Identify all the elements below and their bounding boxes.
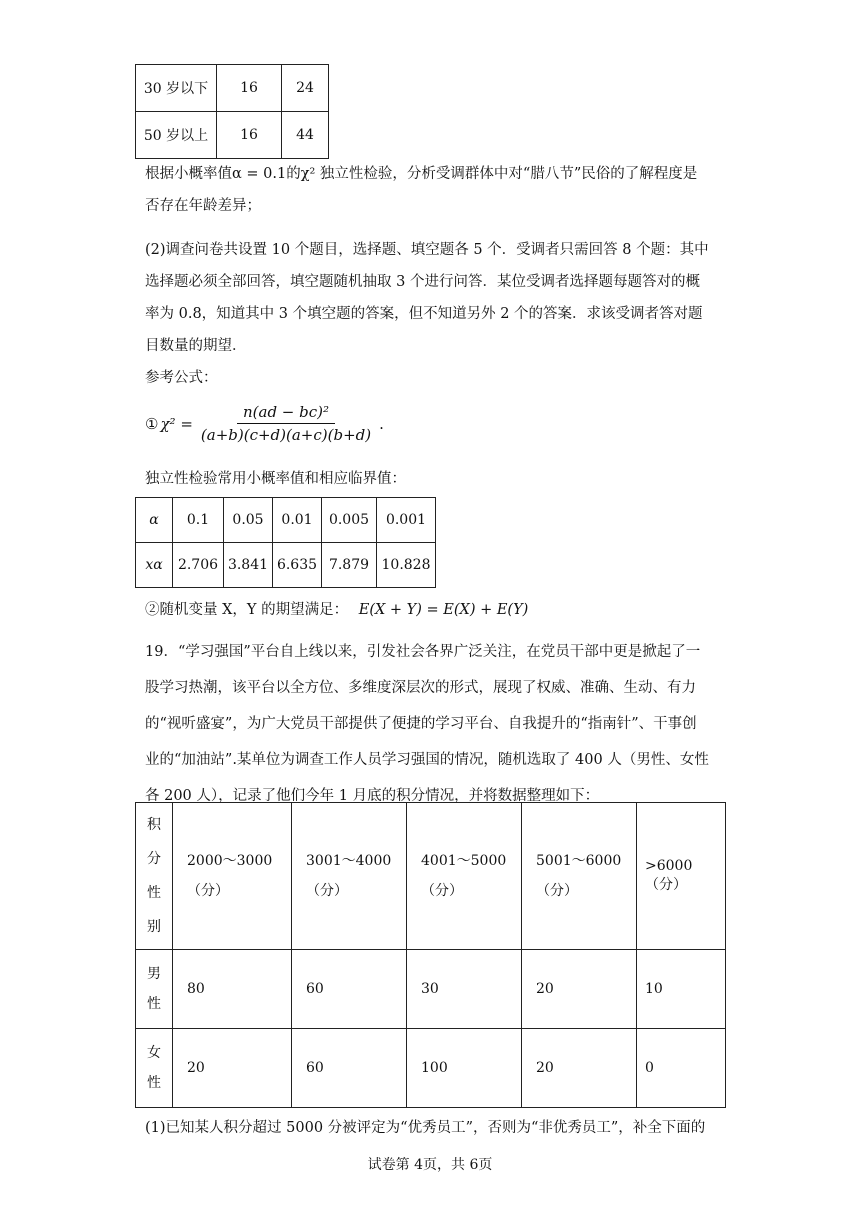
table-row <box>136 803 726 950</box>
header-unit: （分） <box>536 883 578 899</box>
table-cell: 20 <box>522 950 637 1029</box>
label-char: 性 <box>147 996 161 1012</box>
header-unit: （分） <box>421 883 463 899</box>
header-range: 2000～3000 <box>187 853 273 869</box>
text-line: 率为 0.8，知道其中 3 个填空题的答案，但不知道另外 2 个的答案．求该受调者答对题 <box>145 306 703 322</box>
corner-char: 性 <box>147 885 161 901</box>
header-range: 3001～4000 <box>306 853 392 869</box>
table-row <box>136 498 436 543</box>
expectation-line <box>145 594 528 626</box>
header-range: 4001～5000 <box>421 853 507 869</box>
score-table <box>135 802 726 1108</box>
header-unit: （分） <box>187 883 229 899</box>
table-cell: 100 <box>407 1029 522 1108</box>
page-footer: 试卷第 4页，共 6页 <box>367 1157 493 1173</box>
table-cell: 0.05 <box>224 498 273 543</box>
reference-title <box>145 362 730 394</box>
table-cell: 20 <box>173 1029 292 1108</box>
x-alpha-label: xα <box>136 543 173 588</box>
table-cell: 0 <box>637 1029 726 1108</box>
age-table <box>135 64 329 159</box>
table-cell: 16 <box>217 112 282 159</box>
age-label: 50 岁以上 <box>136 112 217 159</box>
corner-char: 积 <box>147 817 161 833</box>
table-row <box>136 65 329 112</box>
text-line: 股学习热潮，该平台以全方位、多维度深层次的形式，展现了权威、准确、生动、有力 <box>145 680 696 696</box>
expectation-text: ②随机变量 X，Y 的期望满足： <box>145 602 349 618</box>
table-row <box>136 950 726 1029</box>
chi-square-formula <box>145 403 384 444</box>
table-cell: 2.706 <box>173 543 224 588</box>
gender-label <box>136 950 173 1029</box>
expectation-formula: E(X + Y) = E(X) + E(Y) <box>358 602 529 618</box>
critical-values-table <box>135 497 436 588</box>
table-cell: 10 <box>637 950 726 1029</box>
formula-fraction <box>197 403 375 444</box>
table-row <box>136 112 329 159</box>
header-cell <box>637 803 726 950</box>
corner-char: 别 <box>147 919 161 935</box>
text-line: (2)调查问卷共设置 10 个题目，选择题、填空题各 5 个．受调者只需回答 8 个题：其中 <box>145 242 709 258</box>
formula-numerator: n(ad − bc)² <box>237 403 335 424</box>
table-cell: 20 <box>522 1029 637 1108</box>
text-line: 独立性检验常用小概率值和相应临界值： <box>145 471 406 487</box>
label-char: 女 <box>147 1045 161 1061</box>
label-char: 男 <box>147 966 161 982</box>
table-row <box>136 1029 726 1108</box>
header-cell <box>522 803 637 950</box>
table-cell: 16 <box>217 65 282 112</box>
header-range: >6000（分） <box>645 858 693 893</box>
formula-lhs: χ² = <box>160 414 193 433</box>
header-cell <box>407 803 522 950</box>
header-range: 5001～6000 <box>536 853 622 869</box>
table-cell: 10.828 <box>377 543 436 588</box>
age-label: 30 岁以下 <box>136 65 217 112</box>
text-line: 各 200 人），记录了他们今年 1 月底的积分情况，并将数据整理如下： <box>145 788 600 804</box>
header-cell <box>173 803 292 950</box>
table-cell: 0.1 <box>173 498 224 543</box>
table-row <box>136 543 436 588</box>
question-19-part-1 <box>145 1112 730 1144</box>
formula-suffix: . <box>379 414 384 433</box>
text-line: 业的“加油站”.某单位为调查工作人员学习强国的情况，随机选取了 400 人（男性、女性 <box>145 752 709 768</box>
text-line: 目数量的期望． <box>145 338 247 354</box>
table-cell: 0.005 <box>322 498 377 543</box>
text-line: 选择题必须全部回答，填空题随机抽取 3 个进行问答．某位受调者选择题每题答对的概 <box>145 274 700 290</box>
text-line: 参考公式： <box>145 370 218 386</box>
corner-char: 分 <box>147 851 161 867</box>
formula-denominator: (a+b)(c+d)(a+c)(b+d) <box>200 426 372 444</box>
paragraph-question-2 <box>145 234 730 362</box>
formula-prefix: ① <box>145 414 159 433</box>
header-unit: （分） <box>306 883 348 899</box>
text-line: 的“视听盛宴”，为广大党员干部提供了便捷的学习平台、自我提升的“指南针”、干事创 <box>145 716 697 732</box>
table-cell: 0.01 <box>273 498 322 543</box>
alpha-label: α <box>136 498 173 543</box>
question-19 <box>145 636 730 812</box>
text-line: 根据小概率值α = 0.1的χ² 独立性检验，分析受调群体中对“腊八节”民俗的了解程度是 <box>145 166 698 182</box>
text-line: 否存在年龄差异； <box>145 198 261 214</box>
table-cell: 44 <box>282 112 329 159</box>
gender-label <box>136 1029 173 1108</box>
corner-cell <box>136 803 173 950</box>
table-cell: 60 <box>292 1029 407 1108</box>
paragraph-chi-square-test <box>145 158 730 222</box>
table-cell: 24 <box>282 65 329 112</box>
table-cell: 0.001 <box>377 498 436 543</box>
table-cell: 7.879 <box>322 543 377 588</box>
label-char: 性 <box>147 1075 161 1091</box>
table-cell: 3.841 <box>224 543 273 588</box>
text-line: (1)已知某人积分超过 5000 分被评定为“优秀员工”，否则为“非优秀员工”，补全下面的 <box>145 1120 706 1136</box>
table-cell: 30 <box>407 950 522 1029</box>
text-line: 19．“学习强国”平台自上线以来，引发社会各界广泛关注，在党员干部中更是掀起了一 <box>145 644 701 660</box>
header-cell <box>292 803 407 950</box>
table-cell: 80 <box>173 950 292 1029</box>
table-cell: 6.635 <box>273 543 322 588</box>
critical-values-title <box>145 463 730 495</box>
table-cell: 60 <box>292 950 407 1029</box>
